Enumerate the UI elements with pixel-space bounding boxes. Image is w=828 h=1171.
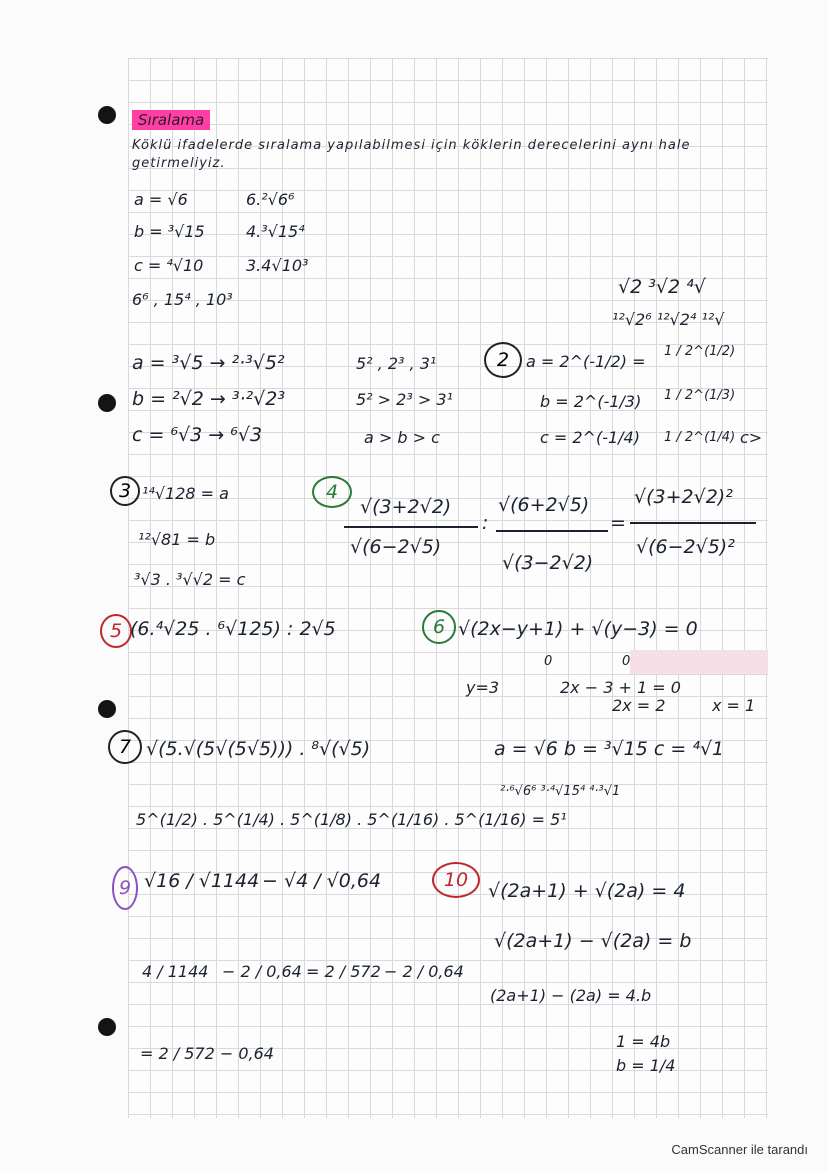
p6-equation: √(2x−y+1) + √(y−3) = 0 bbox=[458, 618, 698, 640]
fraction-bar bbox=[496, 530, 608, 532]
intro-text-line2: getirmeliyiz. bbox=[132, 156, 226, 171]
p3-a: ¹⁴√128 = a bbox=[142, 484, 229, 503]
p6-step-2: 2x = 2 bbox=[612, 696, 666, 715]
p1-a: a = ³√5 → ²·³√5² bbox=[132, 352, 285, 374]
p2-b: b = 2^(-1/3) bbox=[540, 392, 642, 411]
p2-c-fraction: 1 / 2^(1/4) bbox=[664, 430, 736, 445]
problem-number-10: 10 bbox=[432, 862, 480, 898]
p2-a-fraction: 1 / 2^(1/2) bbox=[664, 344, 736, 359]
p9-line2-a: 4 / 1144 bbox=[142, 962, 209, 981]
p9-line2-b: − 2 / 0,64 bbox=[222, 962, 302, 981]
binder-hole bbox=[98, 1018, 116, 1036]
problem-number-3: 3 bbox=[110, 476, 140, 506]
problem-number-7: 7 bbox=[108, 730, 142, 764]
p3-b: ¹²√81 = b bbox=[138, 530, 216, 549]
p7-powers: 5^(1/2) . 5^(1/4) . 5^(1/8) . 5^(1/16) . 5^(1/16) = 5¹ bbox=[136, 810, 567, 829]
p1-powers: 5² , 2³ , 3¹ bbox=[356, 354, 437, 373]
example-a: a = √6 bbox=[134, 190, 188, 209]
p3-c: ³√3 . ³√√2 = c bbox=[134, 570, 246, 589]
p2-c-tail: c> bbox=[740, 428, 763, 447]
p2-b-fraction: 1 / 2^(1/3) bbox=[664, 388, 736, 403]
p10-equation-1: √(2a+1) + √(2a) = 4 bbox=[488, 880, 686, 902]
p4-numerator-1: √(3+2√2) bbox=[360, 496, 452, 518]
example-a-converted: 6.²√6⁶ bbox=[246, 190, 295, 209]
example-b: b = ³√15 bbox=[134, 222, 205, 241]
binder-hole bbox=[98, 700, 116, 718]
scanner-watermark: CamScanner ile tarandı bbox=[671, 1142, 808, 1157]
problem-number-2: 2 bbox=[484, 342, 522, 378]
p6-x-value: x = 1 bbox=[712, 696, 756, 715]
p9-line3: = 2 / 572 − 0,64 bbox=[140, 1044, 274, 1063]
p5-expression: (6.⁴√25 . ⁶√125) : 2√5 bbox=[130, 618, 336, 640]
p1-order-powers: 5² > 2³ > 3¹ bbox=[356, 390, 453, 409]
p4-denominator-1: √(6−2√5) bbox=[350, 536, 442, 558]
top-right-converted: ¹²√2⁶ ¹²√2⁴ ¹²√ bbox=[612, 310, 725, 329]
p6-step-1: 2x − 3 + 1 = 0 bbox=[560, 678, 681, 697]
problem-number-4: 4 bbox=[312, 476, 352, 508]
p4-result-numerator: √(3+2√2)² bbox=[634, 486, 733, 508]
p7-expression: √(5.√(5√(5√5))) . ⁸√(√5) bbox=[146, 738, 371, 760]
p8-converted: ²·⁶√6⁶ ³·⁴√15⁴ ⁴·³√1 bbox=[500, 784, 621, 799]
p8-values: a = √6 b = ³√15 c = ⁴√1 bbox=[494, 738, 725, 760]
p2-c: c = 2^(-1/4) bbox=[540, 428, 640, 447]
top-right-roots: √2 ³√2 ⁴√ bbox=[618, 276, 706, 298]
section-title: Sıralama bbox=[132, 110, 210, 130]
p6-zero-1: 0 bbox=[544, 654, 553, 669]
highlight-smudge bbox=[630, 650, 768, 674]
p6-y-value: y=3 bbox=[466, 678, 500, 697]
binder-hole bbox=[98, 394, 116, 412]
example-c-converted: 3.4√10³ bbox=[246, 256, 309, 275]
p2-a: a = 2^(-1/2) = bbox=[526, 352, 646, 371]
problem-number-6: 6 bbox=[422, 610, 456, 644]
example-b-converted: 4.³√15⁴ bbox=[246, 222, 305, 241]
fraction-bar bbox=[630, 522, 756, 524]
p4-result-denominator: √(6−2√5)² bbox=[636, 536, 735, 558]
p9-line2-d: − 2 / 0,64 bbox=[384, 962, 464, 981]
p6-zero-2: 0 bbox=[622, 654, 631, 669]
p10-equation-4: 1 = 4b bbox=[616, 1032, 671, 1051]
p4-divide: : bbox=[482, 512, 489, 534]
p1-c: c = ⁶√3 → ⁶√3 bbox=[132, 424, 263, 446]
problem-number-9: 9 bbox=[112, 866, 138, 910]
p9-line1-a: √16 / √1144 bbox=[144, 870, 260, 892]
fraction-bar bbox=[344, 526, 478, 528]
p10-equation-5: b = 1/4 bbox=[616, 1056, 676, 1075]
p10-equation-3: (2a+1) − (2a) = 4.b bbox=[490, 986, 652, 1005]
p9-line2-c: = 2 / 572 bbox=[306, 962, 381, 981]
p4-equals: = bbox=[610, 512, 626, 534]
p9-line1-b: − √4 / √0,64 bbox=[262, 870, 382, 892]
p10-equation-2: √(2a+1) − √(2a) = b bbox=[494, 930, 692, 952]
p4-numerator-2: √(6+2√5) bbox=[498, 494, 590, 516]
intro-text-line1: Köklü ifadelerde sıralama yapılabilmesi için köklerin derecelerini aynı hale bbox=[132, 138, 691, 153]
p4-denominator-2: √(3−2√2) bbox=[502, 552, 594, 574]
example-compare: 6⁶ , 15⁴ , 10³ bbox=[132, 290, 233, 309]
problem-number-5: 5 bbox=[100, 614, 132, 648]
p1-order: a > b > c bbox=[364, 428, 440, 447]
example-c: c = ⁴√10 bbox=[134, 256, 204, 275]
binder-hole bbox=[98, 106, 116, 124]
p1-b: b = ²√2 → ³·²√2³ bbox=[132, 388, 285, 410]
